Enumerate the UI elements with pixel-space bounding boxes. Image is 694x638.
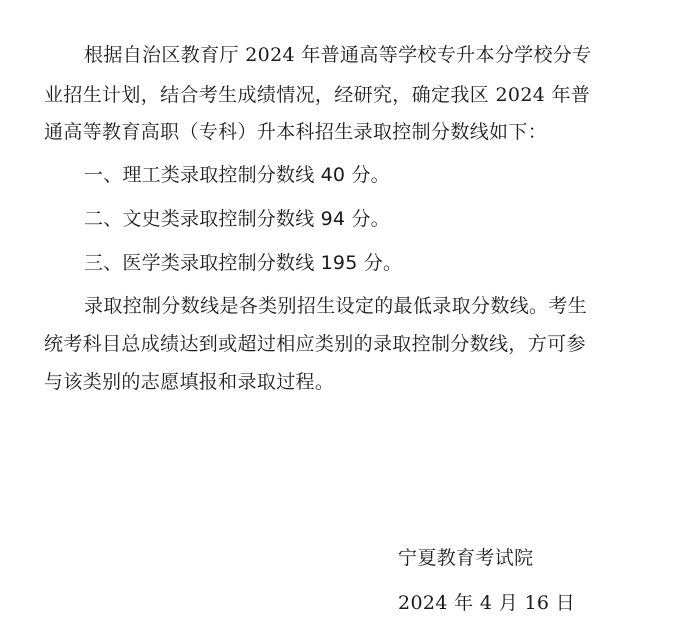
note-line-1: 录取控制分数线是各类别招生设定的最低录取分数线。考生	[84, 295, 588, 317]
score-line-medicine: 三、医学类录取控制分数线 195 分。	[84, 252, 403, 274]
intro-line-2: 业招生计划，结合考生成绩情况，经研究，确定我区 2024 年普	[44, 84, 591, 106]
score-line-humanities: 二、文史类录取控制分数线 94 分。	[84, 208, 390, 230]
note-line-3: 与该类别的志愿填报和录取过程。	[44, 371, 335, 393]
score-line-science: 一、理工类录取控制分数线 40 分。	[84, 164, 390, 186]
signature-date: 2024 年 4 月 16 日	[398, 592, 576, 614]
intro-line-3: 通高等教育高职（专科）升本科招生录取控制分数线如下：	[44, 121, 548, 143]
intro-line-1: 根据自治区教育厅 2024 年普通高等学校专升本分学校分专	[84, 44, 592, 66]
signature-org: 宁夏教育考试院	[398, 547, 534, 569]
note-line-2: 统考科目总成绩达到或超过相应类别的录取控制分数线，方可参	[44, 333, 586, 355]
